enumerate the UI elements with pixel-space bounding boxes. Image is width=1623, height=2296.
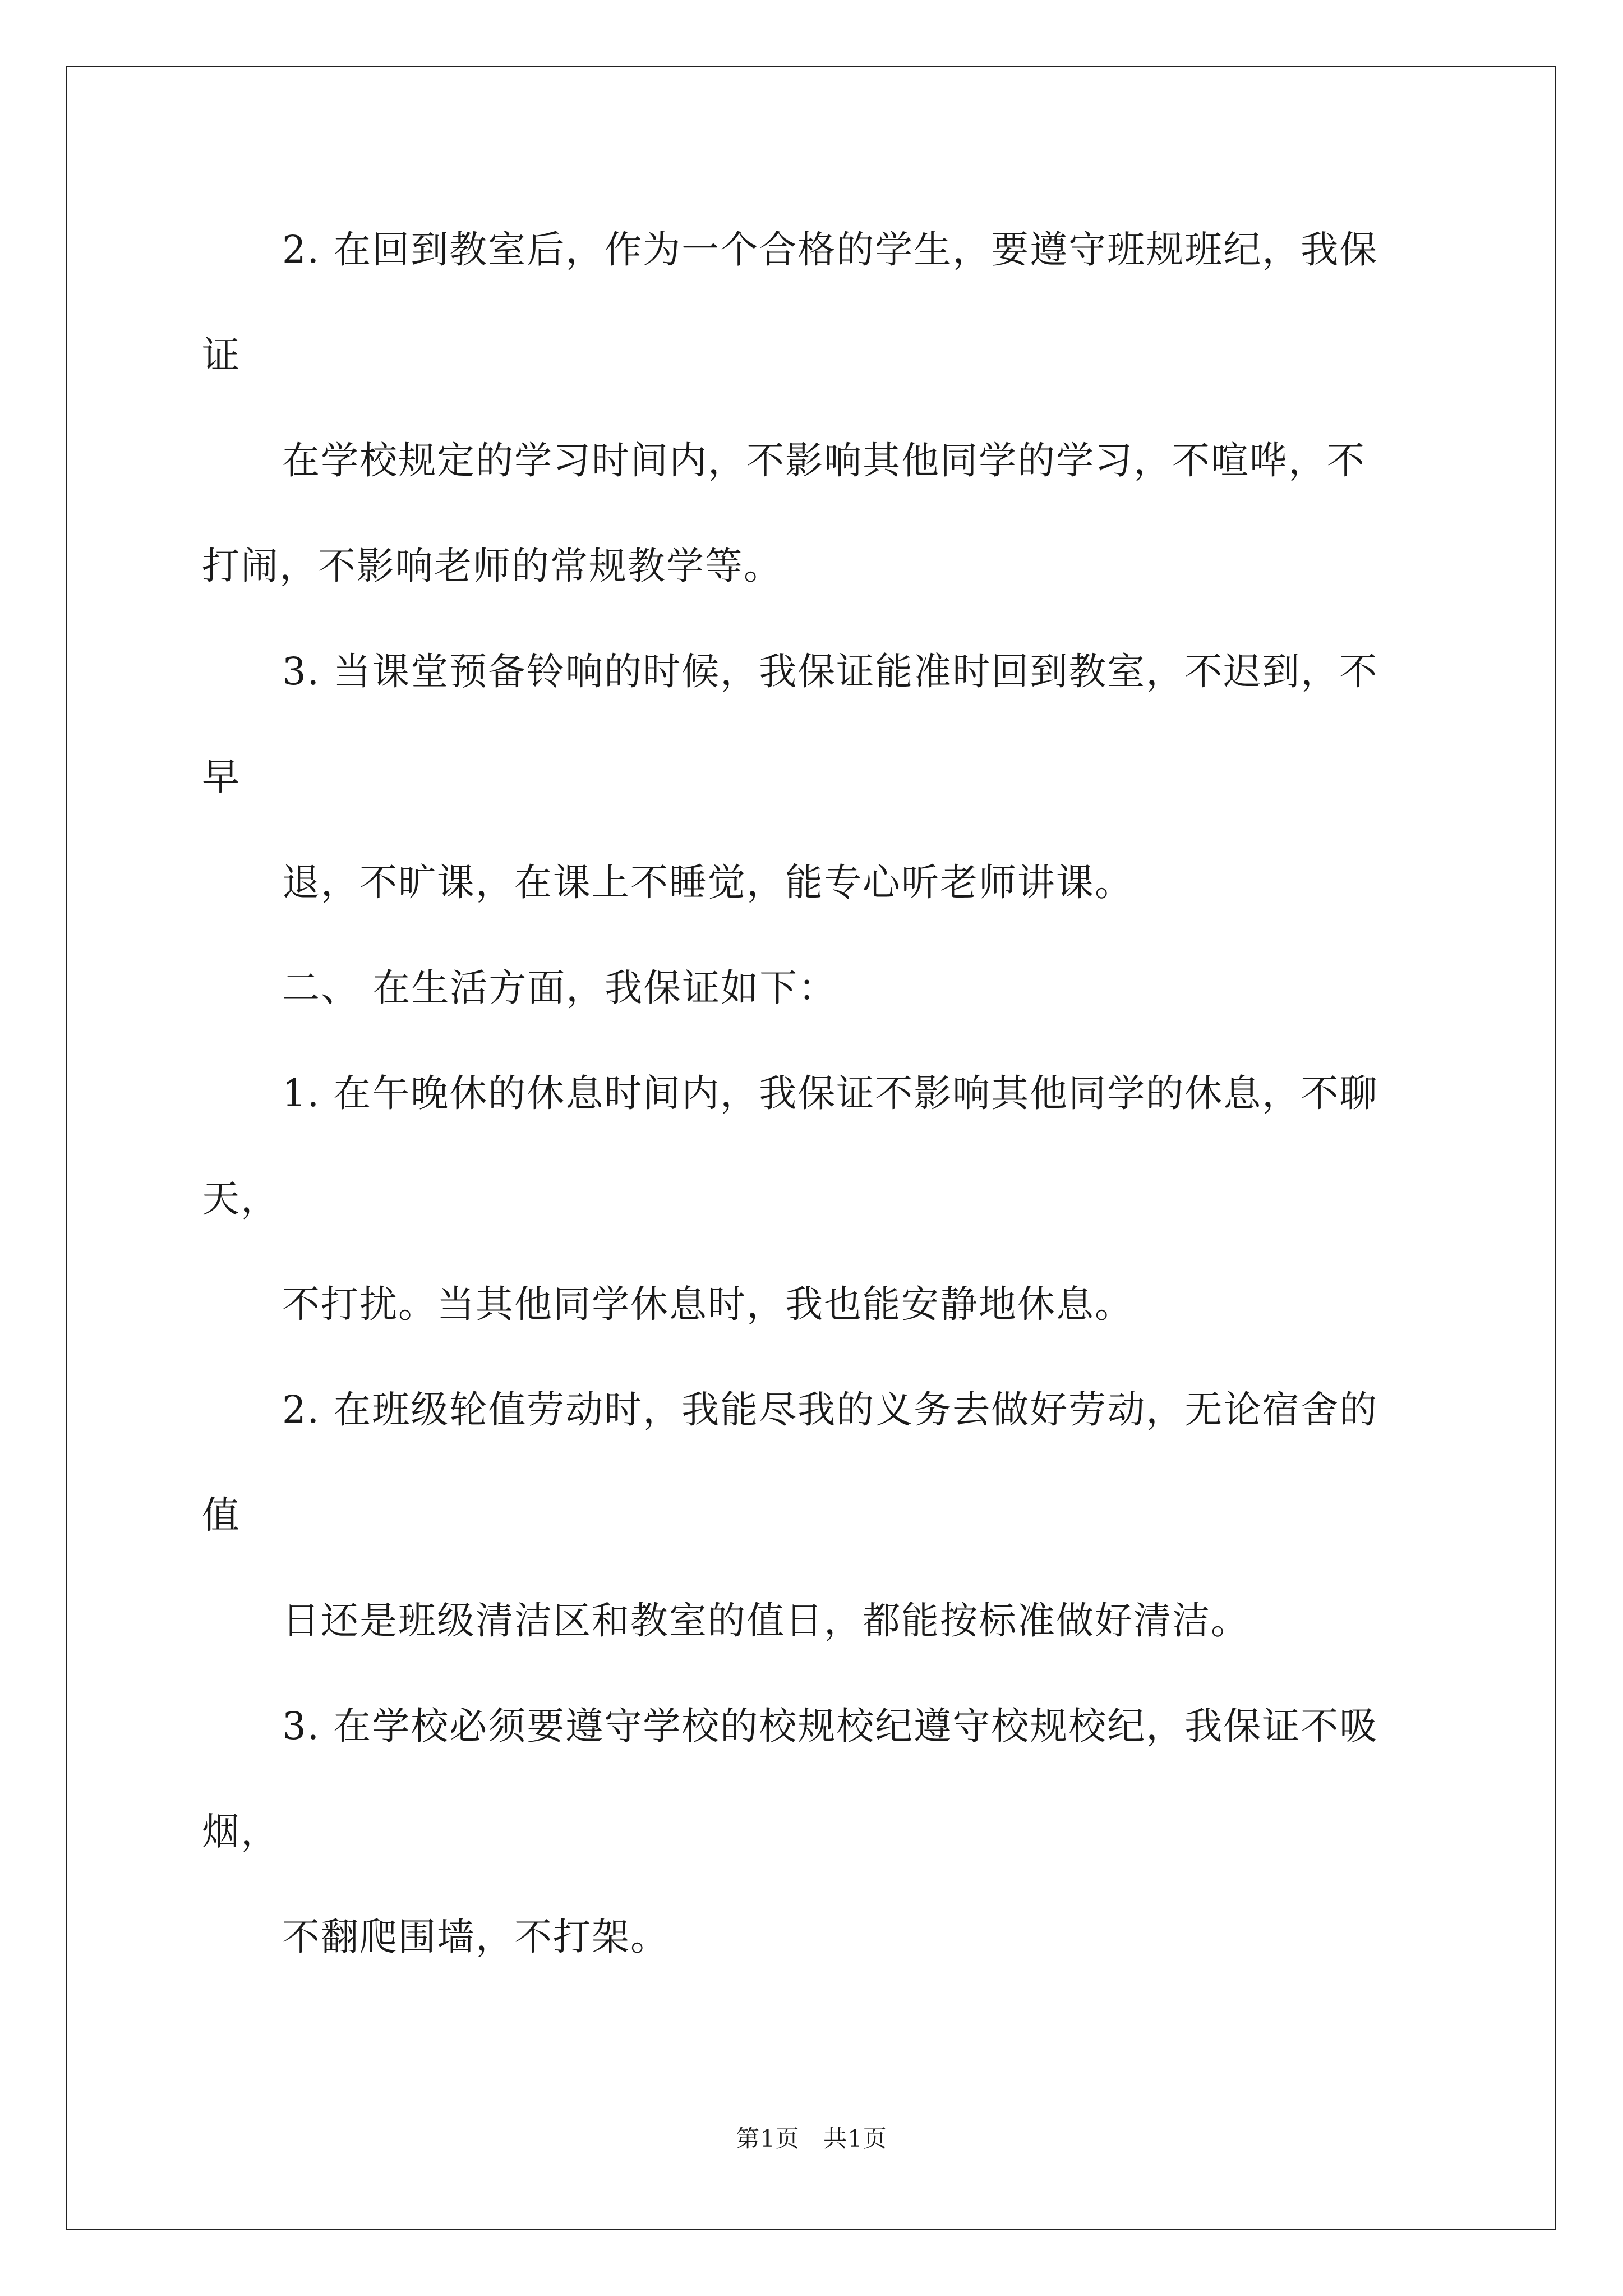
text-line: 二、 在生活方面，我保证如下：: [282, 966, 837, 1010]
text-line: 2. 在回到教室后，作为一个合格的学生，要遵守班规班纪，我保: [282, 228, 1378, 272]
text-line: 2. 在班级轮值劳动时，我能尽我的义务去做好劳动，无论宿舍的: [282, 1388, 1378, 1432]
text-line: 打闹，不影响老师的常规教学等。: [202, 544, 782, 588]
text-line: 不打扰。当其他同学休息时，我也能安静地休息。: [282, 1282, 1133, 1326]
text-line: 早: [202, 755, 241, 799]
text-line: 在学校规定的学习时间内，不影响其他同学的学习，不喧哗，不: [282, 439, 1366, 482]
text-line: 值: [202, 1493, 241, 1537]
page-number-total: 共1页: [823, 2125, 887, 2152]
text-line: 退，不旷课，在课上不睡觉，能专心听老师讲课。: [282, 861, 1133, 904]
text-line: 3. 在学校必须要遵守学校的校规校纪遵守校规校纪，我保证不吸: [282, 1704, 1378, 1748]
text-line: 1. 在午晚休的休息时间内，我保证不影响其他同学的休息，不聊: [282, 1071, 1378, 1115]
page-number-current: 第1页: [736, 2125, 800, 2152]
text-line: 3. 当课堂预备铃响的时候，我保证能准时回到教室，不迟到，不: [282, 650, 1378, 693]
text-line: 证: [202, 333, 241, 377]
text-line: 天，: [202, 1177, 279, 1221]
page-border: [66, 66, 1556, 2230]
text-line: 日还是班级清洁区和教室的值日，都能按标准做好清洁。: [282, 1599, 1249, 1642]
page-footer: [0, 2123, 1623, 2155]
text-line: 不翻爬围墙，不打架。: [282, 1915, 669, 1959]
text-line: 烟，: [202, 1810, 279, 1853]
